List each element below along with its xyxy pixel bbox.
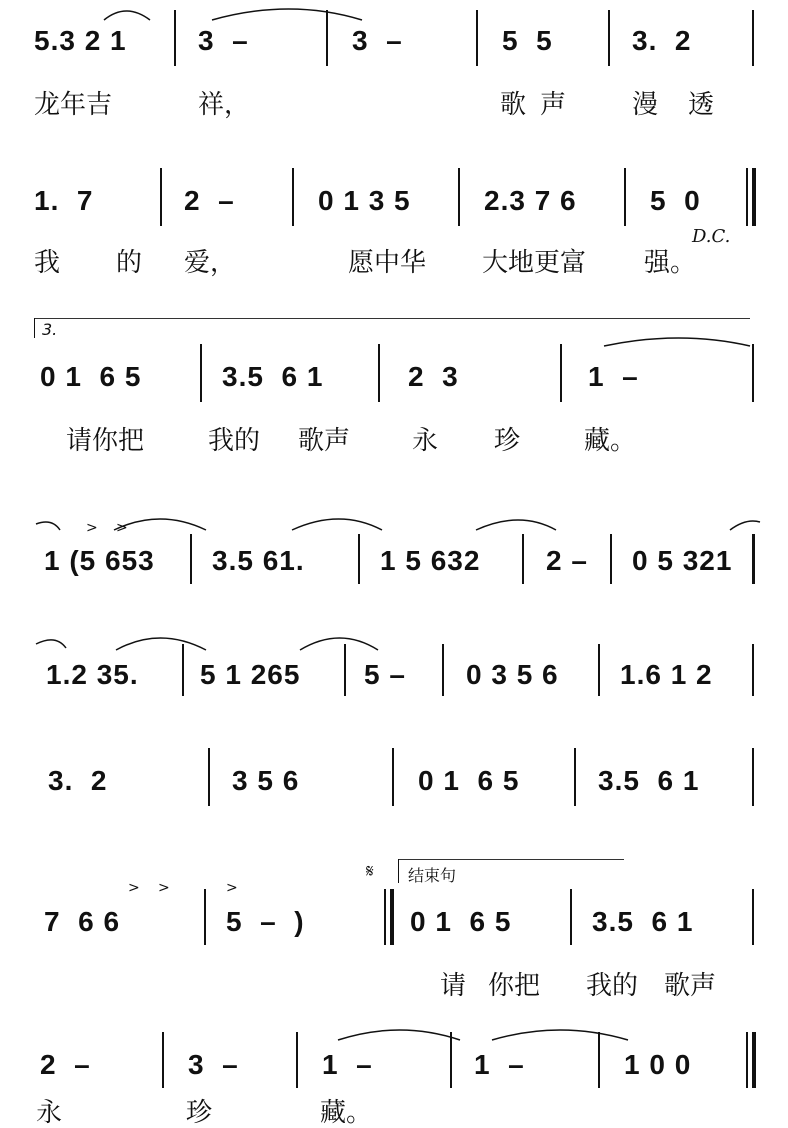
measure-3-2: 3.5 6 1 — [222, 361, 324, 392]
barline — [190, 534, 192, 584]
lyric-8-3: 藏。 — [320, 1098, 373, 1128]
barline — [752, 344, 754, 402]
accent-mark: > — [86, 520, 98, 536]
measure-5-4: 0 3 5 6 — [466, 659, 559, 690]
barline — [204, 889, 206, 945]
barline — [182, 644, 184, 696]
lyric-1-4: 漫透 — [632, 90, 745, 120]
measure-2-5: 5 0 — [650, 185, 701, 216]
measure-1-1: 5.3 2 1 — [34, 25, 127, 56]
system-1 — [0, 0, 788, 140]
system-3 — [0, 300, 788, 470]
system-8 — [0, 1010, 788, 1128]
measure-3-3: 2 3 — [408, 361, 459, 392]
lyric-3-4: 永 — [412, 426, 439, 456]
barline — [200, 344, 202, 402]
system-2 — [0, 160, 788, 300]
lyric-2-3: 爱， — [184, 248, 237, 278]
barline — [574, 748, 576, 806]
final-barline-thick — [752, 168, 756, 226]
barline — [358, 534, 360, 584]
measure-7-3: 0 1 6 5 — [410, 906, 512, 937]
lyric-2-2: 的 — [116, 248, 143, 278]
barline — [344, 644, 346, 696]
lyric-8-2: 珍 — [186, 1098, 213, 1128]
measure-6-3: 0 1 6 5 — [418, 765, 520, 796]
barline — [752, 889, 754, 945]
system-6 — [0, 740, 788, 840]
barline — [162, 1032, 164, 1088]
lyric-2-1: 我 — [34, 248, 61, 278]
measure-5-3: 5 – — [364, 659, 406, 690]
measure-1-3: 3 – — [352, 25, 403, 56]
barline — [160, 168, 162, 226]
barline — [752, 534, 755, 584]
barline — [752, 10, 754, 66]
system-5 — [0, 620, 788, 720]
lyric-3-2: 我的 — [208, 426, 261, 456]
lyric-7-2: 你把 — [488, 971, 541, 1001]
barline — [208, 748, 210, 806]
measure-6-1: 3. 2 — [48, 765, 108, 796]
barline — [610, 534, 612, 584]
measure-6-2: 3 5 6 — [232, 765, 300, 796]
barline — [296, 1032, 298, 1088]
accent-mark: > — [158, 880, 170, 896]
double-barline-thin — [384, 889, 386, 945]
barline — [752, 748, 754, 806]
dc-marker: D.C. — [692, 226, 731, 247]
lyric-2-5: 大地更富 — [482, 248, 587, 278]
segno-sign: 𝄋 — [366, 861, 374, 882]
system-4 — [0, 500, 788, 610]
lyric-7-4: 歌声 — [664, 971, 717, 1001]
barline — [378, 344, 380, 402]
lyric-3-1: 请你把 — [66, 426, 145, 456]
accent-mark: > — [128, 880, 140, 896]
barline — [598, 1032, 600, 1088]
measure-1-2: 3 – — [198, 25, 249, 56]
measure-4-5: 0 5 321 — [632, 545, 733, 576]
lyric-8-1: 永 — [36, 1098, 63, 1128]
barline — [522, 534, 524, 584]
system-7 — [0, 845, 788, 1005]
lyric-7-1: 请 — [440, 971, 467, 1001]
measure-2-2: 2 – — [184, 185, 235, 216]
measure-8-2: 3 – — [188, 1049, 239, 1080]
measure-5-5: 1.6 1 2 — [620, 659, 713, 690]
lyric-3-6: 藏。 — [584, 426, 637, 456]
volta-number: 3. — [42, 320, 58, 339]
measure-5-2: 5 1 265 — [200, 659, 301, 690]
measure-8-1: 2 – — [40, 1049, 91, 1080]
barline — [608, 10, 610, 66]
final-barline-thick — [752, 1032, 756, 1088]
measure-2-1: 1. 7 — [34, 185, 94, 216]
measure-4-3: 1 5 632 — [380, 545, 481, 576]
barline — [174, 10, 176, 66]
lyric-3-3: 歌声 — [298, 426, 351, 456]
barline — [476, 10, 478, 66]
measure-6-4: 3.5 6 1 — [598, 765, 700, 796]
barline — [624, 168, 626, 226]
volta-line — [34, 318, 750, 319]
accent-mark: > — [116, 520, 128, 536]
barline — [450, 1032, 452, 1088]
barline — [442, 644, 444, 696]
measure-8-4: 1 – — [474, 1049, 525, 1080]
barline — [598, 644, 600, 696]
lyric-1-1: 龙年吉 — [34, 90, 113, 120]
barline — [560, 344, 562, 402]
lyric-3-5: 珍 — [494, 426, 521, 456]
measure-5-1: 1.2 35. — [46, 659, 139, 690]
measure-2-4: 2.3 7 6 — [484, 185, 577, 216]
measure-3-1: 0 1 6 5 — [40, 361, 142, 392]
lyric-2-4: 愿中华 — [348, 248, 427, 278]
lyric-7-3: 我的 — [586, 971, 639, 1001]
measure-2-3: 0 1 3 5 — [318, 185, 411, 216]
measure-7-1: 7 6 6 — [44, 906, 121, 937]
barline — [752, 644, 754, 696]
lyric-2-6: 强。 — [644, 248, 697, 278]
measure-7-2: 5 – ) — [226, 906, 305, 937]
ending-hook — [398, 859, 399, 883]
measure-4-4: 2 – — [546, 545, 588, 576]
lyric-1-2: 祥， — [198, 90, 251, 120]
double-barline-thick — [390, 889, 394, 945]
lyric-1-3: 歌声 — [500, 90, 581, 120]
measure-8-5: 1 0 0 — [624, 1049, 692, 1080]
measure-7-4: 3.5 6 1 — [592, 906, 694, 937]
barline — [458, 168, 460, 226]
barline — [292, 168, 294, 226]
ending-label: 结束句 — [408, 866, 457, 885]
barline — [326, 10, 328, 66]
barline — [570, 889, 572, 945]
measure-4-2: 3.5 61. — [212, 545, 305, 576]
measure-1-4: 5 5 — [502, 25, 553, 56]
final-barline — [746, 1032, 748, 1088]
measure-8-3: 1 – — [322, 1049, 373, 1080]
volta-hook — [34, 318, 35, 338]
accent-mark: > — [226, 880, 238, 896]
ending-line — [398, 859, 624, 860]
measure-3-4: 1 – — [588, 361, 639, 392]
final-barline — [746, 168, 748, 226]
barline — [392, 748, 394, 806]
measure-4-1: 1 (5 653 — [44, 545, 155, 576]
measure-1-5: 3. 2 — [632, 25, 692, 56]
